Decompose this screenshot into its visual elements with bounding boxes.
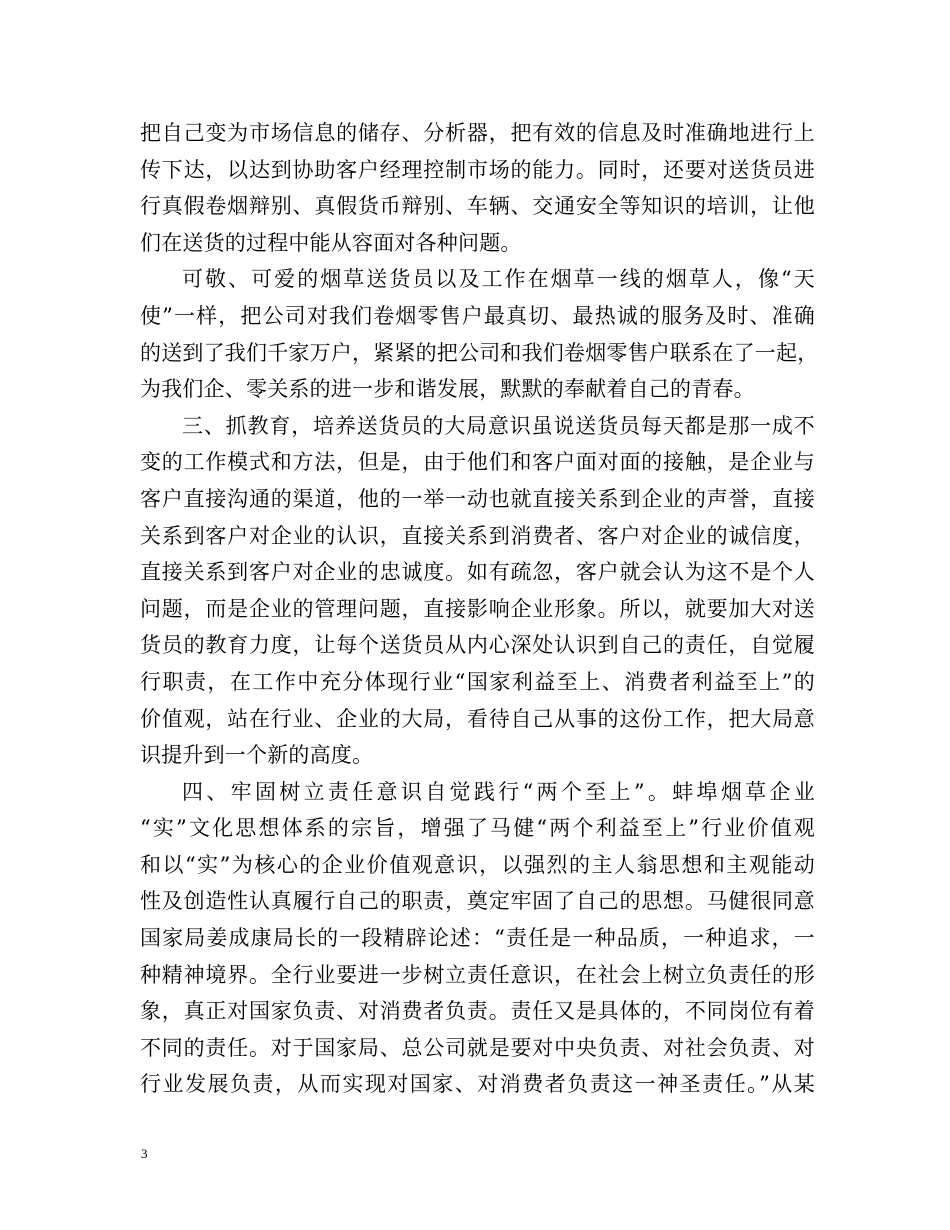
text-line: 的送到了我们千家万户，紧紧的把公司和我们卷烟零售户联系在了一起， — [140, 340, 819, 365]
text-line: 传下达，以达到协助客户经理控制市场的能力。同时，还要对送货员进 — [140, 157, 815, 182]
text-line: 不同的责任。对于国家局、总公司就是要对中央负责、对社会负责、对 — [140, 1035, 815, 1060]
document-body — [140, 115, 819, 1103]
paragraph-first-line: 四、牢固树立责任意识自觉践行“两个至上”。蚌埠烟草企业 — [182, 779, 815, 804]
text-line: 行业发展负责，从而实现对国家、对消费者负责这一神圣责任。”从某 — [140, 1072, 815, 1097]
text-line: 种精神境界。全行业要进一步树立责任意识，在社会上树立负责任的形 — [140, 962, 815, 987]
text-line: 价值观，站在行业、企业的大局，看待自己从事的这份工作，把大局意 — [140, 706, 815, 731]
text-line: 客户直接沟通的渠道，他的一举一动也就直接关系到企业的声誉，直接 — [140, 486, 815, 511]
text-line: 货员的教育力度，让每个送货员从内心深处认识到自己的责任，自觉履 — [140, 633, 815, 658]
text-line: 关系到客户对企业的认识，直接关系到消费者、客户对企业的诚信度， — [140, 523, 815, 548]
page-number: 3 — [141, 1146, 148, 1161]
text-line: “实”文化思想体系的宗旨，增强了马健“两个利益至上”行业价值观 — [140, 816, 815, 841]
text-line: 和以“实”为核心的企业价值观意识，以强烈的主人翁思想和主观能动 — [140, 852, 815, 877]
text-line: 把自己变为市场信息的储存、分析器，把有效的信息及时准确地进行上 — [140, 121, 815, 145]
text-line: 象，真正对国家负责、对消费者负责。责任又是具体的，不同岗位有着 — [140, 999, 815, 1024]
text-line: 行真假卷烟辩别、真假货币辩别、车辆、交通安全等知识的培训，让他 — [140, 194, 815, 219]
paragraph-first-line: 三、抓教育，培养送货员的大局意识虽说送货员每天都是那一成不 — [182, 413, 815, 438]
text-line: 直接关系到客户对企业的忠诚度。如有疏忽，客户就会认为这不是个人 — [140, 560, 815, 585]
text-line: 们在送货的过程中能从容面对各种问题。 — [140, 230, 522, 255]
text-line: 行职责，在工作中充分体现行业“国家利益至上、消费者利益至上”的 — [140, 669, 815, 694]
text-line: 变的工作模式和方法，但是，由于他们和客户面对面的接触，是企业与 — [140, 450, 815, 475]
text-line: 使”一样，把公司对我们卷烟零售户最真切、最热诚的服务及时、准确 — [140, 303, 815, 328]
text-line: 国家局姜成康局长的一段精辟论述：“责任是一种品质，一种追求，一 — [140, 926, 815, 951]
text-line: 性及创造性认真履行自己的职责，奠定牢固了自己的思想。马健很同意 — [140, 889, 815, 914]
text-line: 为我们企、零关系的进一步和谐发展，默默的奉献着自己的青春。 — [140, 377, 755, 402]
text-line: 问题，而是企业的管理问题，直接影响企业形象。所以，就要加大对送 — [140, 596, 815, 621]
paragraph-first-line: 可敬、可爱的烟草送货员以及工作在烟草一线的烟草人，像“天 — [182, 267, 815, 292]
text-line: 识提升到一个新的高度。 — [140, 743, 374, 768]
